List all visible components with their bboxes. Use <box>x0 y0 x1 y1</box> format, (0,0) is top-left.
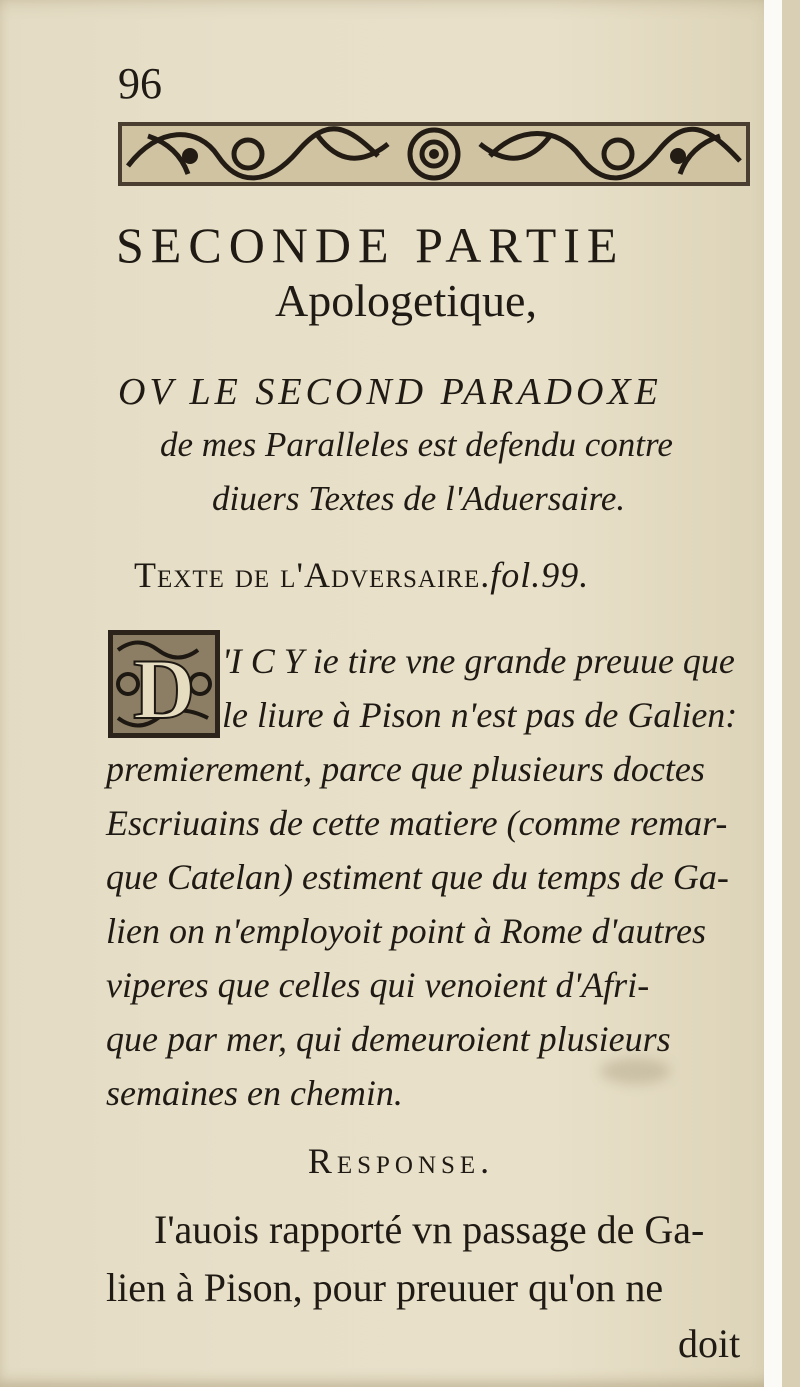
quote-line-8: que par mer, qui demeuroient plusieurs <box>106 1019 671 1059</box>
response-line-1: I'auois rapporté vn passage de Ga- <box>154 1207 705 1252</box>
quote-line-6: lien on n'employoit point à Rome d'autres <box>106 911 706 951</box>
quote-line-2: le liure à Pison n'est pas de Galien: <box>222 695 738 735</box>
dropcap-initial <box>108 630 220 738</box>
ink-stain <box>600 1058 670 1084</box>
quote-line-7: viperes que celles qui venoient d'Afri- <box>106 965 650 1005</box>
response-line-2: lien à Pison, pour preuuer qu'on ne <box>106 1265 664 1310</box>
quote-line-9: semaines en chemin. <box>106 1073 403 1113</box>
subtitle-line-1: OV LE SECOND PARADOXE <box>118 371 662 413</box>
part-subtitle: Apologetique, <box>275 275 537 326</box>
subtitle-line-3: diuers Textes de l'Aduersaire. <box>212 479 626 518</box>
headpiece-ornament <box>118 116 750 192</box>
subtitle-line-2: de mes Paralleles est defendu contre <box>160 425 673 464</box>
quote-line-5: que Catelan) estiment que du temps de Ga- <box>106 857 729 897</box>
response-line-3: doit <box>678 1321 741 1366</box>
page-number: 96 <box>118 59 162 108</box>
response-heading: Response. <box>307 1141 495 1181</box>
part-title: SECONDE PARTIE <box>116 217 625 273</box>
section-heading-text: Texte de l'Adversaire. <box>134 555 491 595</box>
quote-line-4: Escriuains de cette matiere (comme remar- <box>106 803 728 843</box>
section-heading <box>134 556 774 596</box>
folio-reference: fol.99. <box>490 555 590 595</box>
dropcap-letter: D <box>132 641 196 737</box>
quote-line-1: 'I C Y ie tire vne grande preuue que <box>222 641 735 681</box>
quote-line-3: premierement, parce que plusieurs doctes <box>106 749 705 789</box>
